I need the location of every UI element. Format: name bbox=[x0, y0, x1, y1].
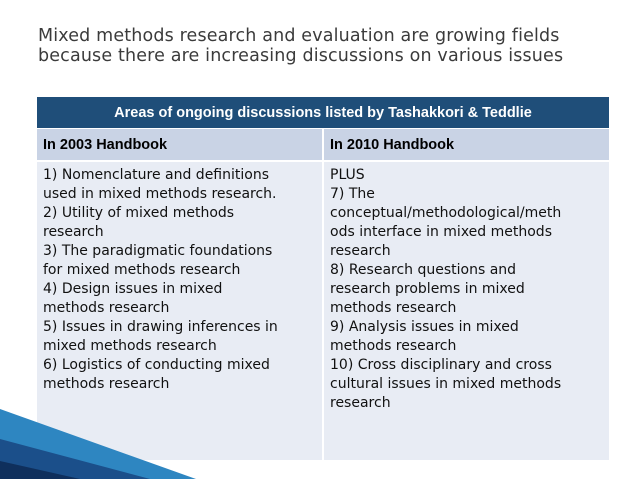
list-item: 8) Research questions and bbox=[330, 262, 517, 278]
list-item: cultural issues in mixed methods bbox=[330, 376, 562, 392]
table-caption: Areas of ongoing discussions listed by Tashakkori & Teddlie bbox=[37, 97, 609, 129]
list-item: 1) Nomenclature and definitions bbox=[43, 167, 270, 183]
list-item: for mixed methods research bbox=[43, 262, 241, 278]
list-item: research bbox=[330, 395, 391, 411]
list-item: methods research bbox=[330, 300, 457, 316]
list-item: research bbox=[330, 243, 391, 259]
table-caption-row bbox=[37, 97, 609, 129]
list-item: 9) Analysis issues in mixed bbox=[330, 319, 519, 335]
list-item: 4) Design issues in mixed bbox=[43, 281, 223, 297]
slide-title-line-1: Mixed methods research and evaluation are growing fields bbox=[38, 26, 560, 46]
list-item: methods research bbox=[330, 338, 457, 354]
list-item: 10) Cross disciplinary and cross bbox=[330, 357, 552, 373]
list-item: ods interface in mixed methods bbox=[330, 224, 552, 240]
list-item: used in mixed methods research. bbox=[43, 186, 277, 202]
list-item: 5) Issues in drawing inferences in bbox=[43, 319, 278, 335]
list-item: research problems in mixed bbox=[330, 281, 525, 297]
list-item: 3) The paradigmatic foundations bbox=[43, 243, 273, 259]
cell-2010-handbook-items bbox=[323, 161, 609, 460]
slide-title-line-2: because there are increasing discussions on various issues bbox=[38, 46, 564, 66]
header-2010-handbook: In 2010 Handbook bbox=[323, 129, 609, 162]
table-header-row bbox=[37, 129, 609, 162]
list-item: methods research bbox=[43, 376, 170, 392]
list-item: 2) Utility of mixed methods bbox=[43, 205, 235, 221]
list-item: 7) The bbox=[330, 186, 375, 202]
list-item: methods research bbox=[43, 300, 170, 316]
header-2003-handbook: In 2003 Handbook bbox=[37, 129, 323, 162]
slide-title bbox=[38, 26, 628, 66]
list-item: mixed methods research bbox=[43, 338, 217, 354]
list-item: conceptual/methodological/meth bbox=[330, 205, 562, 221]
corner-swoosh-decoration bbox=[0, 399, 196, 479]
list-item: research bbox=[43, 224, 104, 240]
list-item: 6) Logistics of conducting mixed bbox=[43, 357, 270, 373]
list-item: PLUS bbox=[330, 167, 365, 183]
